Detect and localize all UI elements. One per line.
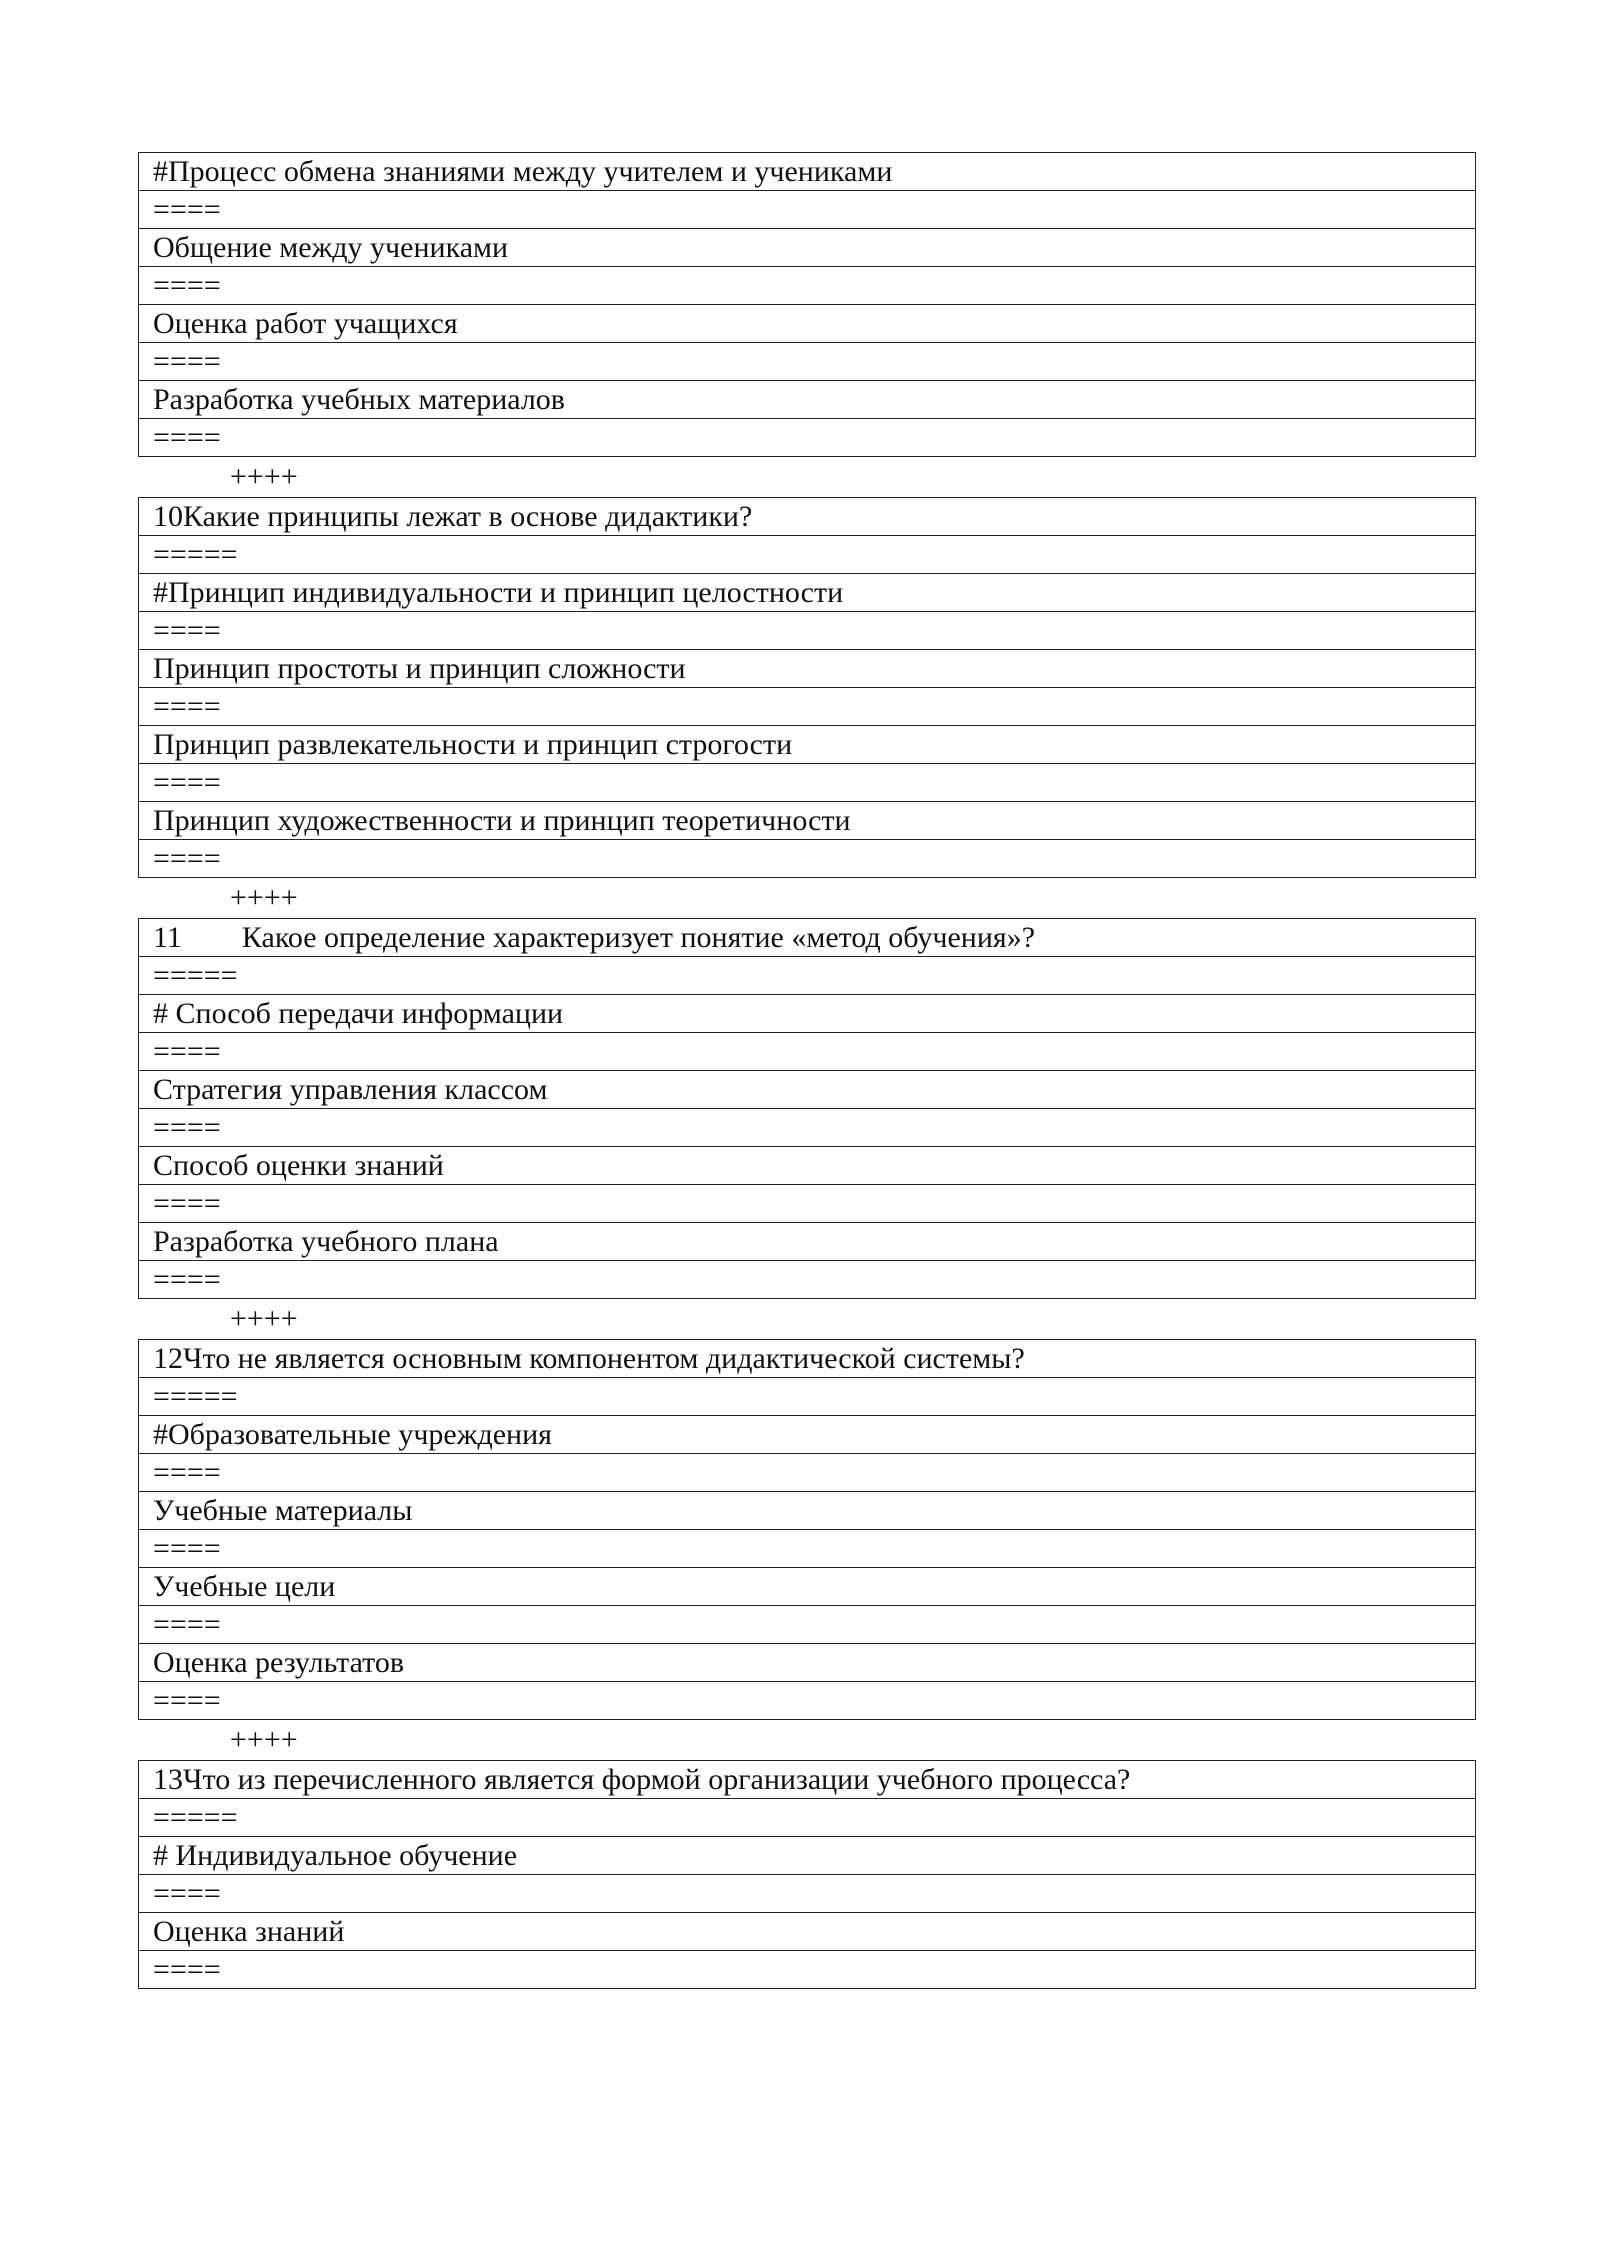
table-row (139, 267, 1476, 305)
delimiter-cell: ===== (139, 536, 1476, 574)
question-number: 11 (153, 921, 182, 954)
answer-option-cell: Учебные материалы (139, 1492, 1476, 1530)
table-row (139, 1913, 1476, 1951)
correct-answer-cell: # Способ передачи информации (139, 995, 1476, 1033)
question-cell (139, 919, 1476, 957)
answer-option-cell: Общение между учениками (139, 229, 1476, 267)
table-row (139, 1530, 1476, 1568)
question-table (138, 1339, 1476, 1720)
correct-answer-cell: # Индивидуальное обучение (139, 1837, 1476, 1875)
table-row (139, 1340, 1476, 1378)
delimiter-cell: ==== (139, 1109, 1476, 1147)
delimiter-cell: ===== (139, 1799, 1476, 1837)
table-row (139, 995, 1476, 1033)
delimiter-cell: ==== (139, 191, 1476, 229)
table-row (139, 1644, 1476, 1682)
table-row (139, 1837, 1476, 1875)
table-row (139, 1492, 1476, 1530)
delimiter-cell: ==== (139, 1875, 1476, 1913)
table-row (139, 1951, 1476, 1989)
table-row (139, 764, 1476, 802)
delimiter-cell: ==== (139, 1951, 1476, 1989)
answer-option-cell: Разработка учебных материалов (139, 381, 1476, 419)
delimiter-cell: ==== (139, 1682, 1476, 1720)
delimiter-cell: ==== (139, 419, 1476, 457)
answer-option-cell: Стратегия управления классом (139, 1071, 1476, 1109)
table-row (139, 343, 1476, 381)
table-row (139, 381, 1476, 419)
quiz-document (138, 152, 1476, 1989)
delimiter-cell: ==== (139, 1606, 1476, 1644)
table-row (139, 1416, 1476, 1454)
table-row (139, 498, 1476, 536)
question-separator: ++++ (230, 1302, 298, 1335)
correct-answer-cell: #Образовательные учреждения (139, 1416, 1476, 1454)
table-row (139, 191, 1476, 229)
answer-option-cell: Оценка результатов (139, 1644, 1476, 1682)
question-cell: 13Что из перечисленного является формой организации учебного процесса? (139, 1761, 1476, 1799)
delimiter-cell: ==== (139, 1261, 1476, 1299)
question-table (138, 1760, 1476, 1989)
table-row (139, 688, 1476, 726)
table-row (139, 1033, 1476, 1071)
table-row (139, 1223, 1476, 1261)
question-table (138, 152, 1476, 457)
table-row (139, 1071, 1476, 1109)
table-row (139, 1378, 1476, 1416)
table-row (139, 1261, 1476, 1299)
table-row (139, 1185, 1476, 1223)
table-row (139, 419, 1476, 457)
answer-option-cell: Способ оценки знаний (139, 1147, 1476, 1185)
table-row (139, 536, 1476, 574)
table-row (139, 153, 1476, 191)
delimiter-cell: ==== (139, 840, 1476, 878)
delimiter-cell: ==== (139, 612, 1476, 650)
question-separator: ++++ (230, 1723, 298, 1756)
answer-option-cell: Принцип развлекательности и принцип строгости (139, 726, 1476, 764)
answer-option-cell: Принцип простоты и принцип сложности (139, 650, 1476, 688)
table-row (139, 1799, 1476, 1837)
delimiter-cell: ==== (139, 1454, 1476, 1492)
table-row (139, 1109, 1476, 1147)
table-row (139, 305, 1476, 343)
table-row (139, 1606, 1476, 1644)
table-row (139, 1147, 1476, 1185)
table-row (139, 574, 1476, 612)
delimiter-cell: ==== (139, 764, 1476, 802)
answer-option-cell: Оценка работ учащихся (139, 305, 1476, 343)
question-separator: ++++ (230, 881, 298, 914)
question-text: Какое определение характеризует понятие «метод обучения»? (241, 921, 1036, 954)
table-row (139, 802, 1476, 840)
delimiter-cell: ==== (139, 267, 1476, 305)
table-row (139, 726, 1476, 764)
question-cell: 10Какие принципы лежат в основе дидактики? (139, 498, 1476, 536)
delimiter-cell: ==== (139, 688, 1476, 726)
delimiter-cell: ==== (139, 1530, 1476, 1568)
correct-answer-cell: #Принцип индивидуальности и принцип целостности (139, 574, 1476, 612)
delimiter-cell: ==== (139, 1033, 1476, 1071)
question-separator: ++++ (230, 460, 298, 493)
answer-option-cell: Разработка учебного плана (139, 1223, 1476, 1261)
table-row (139, 919, 1476, 957)
table-row (139, 229, 1476, 267)
table-row (139, 1682, 1476, 1720)
delimiter-cell: ==== (139, 1185, 1476, 1223)
delimiter-cell: ===== (139, 1378, 1476, 1416)
delimiter-cell: ===== (139, 957, 1476, 995)
table-row (139, 1761, 1476, 1799)
delimiter-cell: ==== (139, 343, 1476, 381)
correct-answer-cell: #Процесс обмена знаниями между учителем и учениками (139, 153, 1476, 191)
table-row (139, 612, 1476, 650)
table-row (139, 957, 1476, 995)
question-cell: 12Что не является основным компонентом дидактической системы? (139, 1340, 1476, 1378)
answer-option-cell: Учебные цели (139, 1568, 1476, 1606)
question-table (138, 918, 1476, 1299)
answer-option-cell: Оценка знаний (139, 1913, 1476, 1951)
table-row (139, 1568, 1476, 1606)
question-table (138, 497, 1476, 878)
table-row (139, 650, 1476, 688)
table-row (139, 840, 1476, 878)
table-row (139, 1454, 1476, 1492)
table-row (139, 1875, 1476, 1913)
answer-option-cell: Принцип художественности и принцип теоретичности (139, 802, 1476, 840)
